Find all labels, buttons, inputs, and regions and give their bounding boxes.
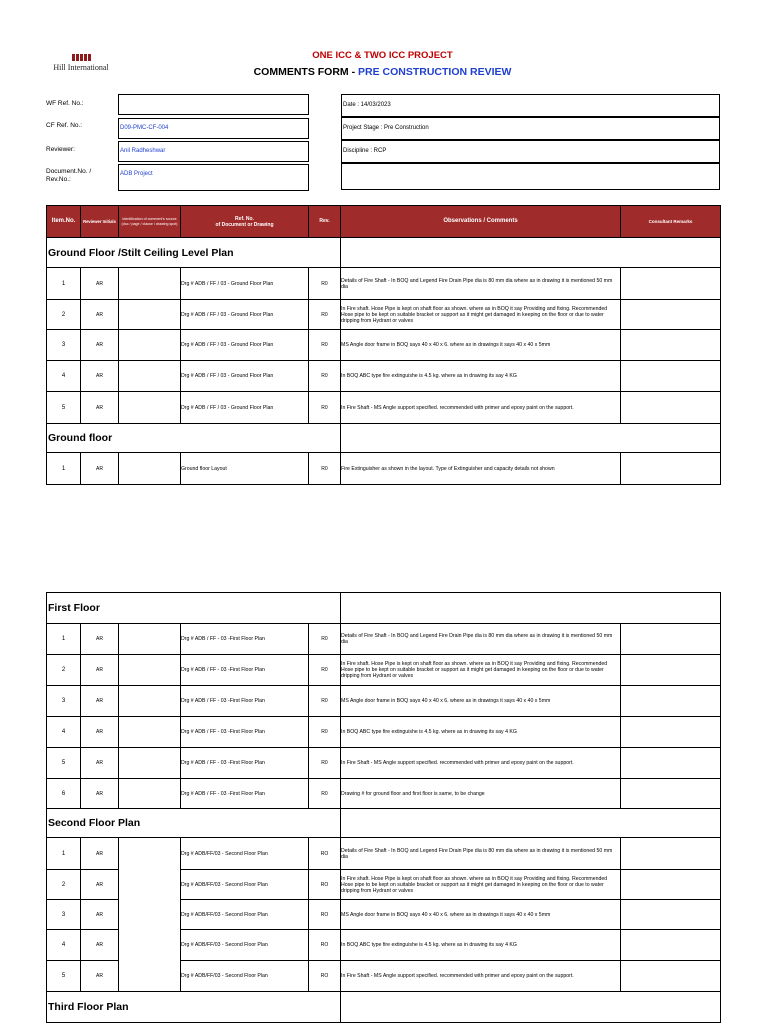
wf-ref-label: WF Ref. No.: — [46, 100, 84, 107]
section-title: Ground Floor /Stilt Ceiling Level Plan — [47, 238, 341, 268]
cell-remarks — [621, 392, 721, 424]
cell-observation: In BOQ ABC type fire extinguishe is 4.5 kg. where as in drawing its say 4 KG — [341, 717, 621, 748]
cell-rev: R0 — [309, 392, 341, 424]
table-row — [47, 624, 721, 655]
cell-identification — [119, 392, 181, 424]
cell-observation: MS Angle door frame in BOQ says 40 x 40 x 6. where as in drawings it says 40 x 40 x 5mm — [341, 330, 621, 361]
reviewer-field[interactable]: Anil Radheshwar — [118, 141, 309, 162]
cell-observation: In BOQ ABC type fire extinguishe is 4.5 kg. where as in drawing its say 4 KG — [341, 930, 621, 961]
cell-rev: R0 — [309, 361, 341, 392]
section-title: Second Floor Plan — [47, 809, 341, 838]
cell-observation: Details of Fire Shaft - In BOQ and Legend Fire Drain Pipe dia is 80 mm dia where as in drawing it is mentioned 50 mm dia — [341, 624, 621, 655]
date-field[interactable]: Date : 14/03/2023 — [341, 94, 720, 117]
col-ref-no-line1: Ref. No. — [235, 215, 254, 222]
cell-item-no: 4 — [47, 930, 81, 961]
cell-remarks — [621, 453, 721, 485]
project-stage-field[interactable]: Project Stage : Pre Construction — [341, 117, 720, 140]
cf-ref-label: CF Ref. No.: — [46, 122, 83, 129]
cell-ref: Drg # ADB/FF/03 - Second Floor Plan — [181, 838, 309, 870]
cell-initials: AR — [81, 930, 119, 961]
document-no-label-line2: Rev.No.: — [46, 176, 71, 183]
cell-initials: AR — [81, 300, 119, 330]
section-row — [47, 809, 721, 838]
table-row — [47, 779, 721, 809]
cell-observation: In Fire Shaft - MS Angle support specified. recommended with primer and epoxy paint on the support. — [341, 961, 621, 992]
cell-identification — [119, 268, 181, 300]
cell-observation: In Fire shaft. Hose Pipe is kept on shaft floor as shown. where as in BOQ it say Providing and fixing. Recommended Hose pipe to be kept on suitable bracket or support as it might get damaged in keeping on the floor or due to water dripping from Hydrant or valves — [341, 655, 621, 686]
cell-item-no: 5 — [47, 748, 81, 779]
cell-rev: R0 — [309, 300, 341, 330]
table-row — [47, 655, 721, 686]
cell-item-no: 3 — [47, 330, 81, 361]
cell-remarks — [621, 930, 721, 961]
document-no-label-line1: Document.No. / — [46, 168, 92, 175]
cell-observation: Details of Fire Shaft - In BOQ and Legend Fire Drain Pipe dia is 80 mm dia where as in drawing it is mentioned 50 mm dia — [341, 838, 621, 870]
cell-ref: Drg # ADB / FF - 03 -First Floor Plan — [181, 686, 309, 717]
col-item-no: Item.No. — [47, 206, 81, 238]
table-header-row — [47, 206, 721, 238]
col-reviewer-initials: Reviewer Initials — [81, 206, 119, 238]
cell-remarks — [621, 655, 721, 686]
cell-rev: R0 — [309, 330, 341, 361]
cell-remarks — [621, 624, 721, 655]
cell-remarks — [621, 900, 721, 930]
cell-ref: Drg # ADB / FF / 03 - Ground Floor Plan — [181, 361, 309, 392]
cell-ref: Drg # ADB / FF - 03 -First Floor Plan — [181, 655, 309, 686]
cell-item-no: 5 — [47, 961, 81, 992]
cell-observation: In Fire shaft. Hose Pipe is kept on shaft floor as shown. where as in BOQ it say Providing and fixing. Recommended Hose pipe to be kept on suitable bracket or support as it might get damaged in keeping on the floor or due to water dripping from Hydrant or valves — [341, 300, 621, 330]
logo-text: Hill International — [53, 63, 109, 72]
table-row — [47, 361, 721, 392]
cell-ref: Drg # ADB/FF/03 - Second Floor Plan — [181, 870, 309, 900]
cell-observation: Drawing # for ground floor and first floor is same, to be change — [341, 779, 621, 809]
cell-initials: AR — [81, 453, 119, 485]
cell-rev: RO — [309, 961, 341, 992]
cell-ref: Drg # ADB / FF / 03 - Ground Floor Plan — [181, 392, 309, 424]
section-row — [47, 992, 721, 1023]
cell-remarks — [621, 361, 721, 392]
cell-identification — [119, 838, 181, 992]
cell-identification — [119, 779, 181, 809]
cell-item-no: 2 — [47, 655, 81, 686]
cell-rev: RO — [309, 900, 341, 930]
cell-remarks — [621, 870, 721, 900]
cell-observation: In BOQ ABC type fire extinguishe is 4.5 kg. where as in drawing its say 4 KG — [341, 361, 621, 392]
section-row — [47, 424, 721, 453]
cell-remarks — [621, 330, 721, 361]
cell-ref: Drg # ADB / FF - 03 -First Floor Plan — [181, 717, 309, 748]
table-row — [47, 453, 721, 485]
cell-ref: Drg # ADB/FF/03 - Second Floor Plan — [181, 900, 309, 930]
cell-remarks — [621, 686, 721, 717]
cell-item-no: 2 — [47, 300, 81, 330]
cell-initials: AR — [81, 779, 119, 809]
cell-observation: In Fire Shaft - MS Angle support specified. recommended with primer and epoxy paint on the support. — [341, 392, 621, 424]
cell-item-no: 1 — [47, 268, 81, 300]
cell-rev: R0 — [309, 779, 341, 809]
cell-item-no: 4 — [47, 717, 81, 748]
project-title: ONE ICC & TWO ICC PROJECT — [312, 50, 453, 61]
cell-remarks — [621, 961, 721, 992]
cell-item-no: 3 — [47, 686, 81, 717]
cell-item-no: 1 — [47, 624, 81, 655]
section-row — [47, 593, 721, 624]
table-row — [47, 300, 721, 330]
cell-item-no: 6 — [47, 779, 81, 809]
cell-initials: AR — [81, 392, 119, 424]
cell-initials: AR — [81, 870, 119, 900]
document-no-label — [46, 168, 91, 184]
section-row — [47, 238, 721, 268]
cell-identification — [119, 300, 181, 330]
table-row — [47, 392, 721, 424]
cell-item-no: 2 — [47, 870, 81, 900]
company-logo — [48, 54, 114, 72]
cell-initials: AR — [81, 655, 119, 686]
cell-remarks — [621, 300, 721, 330]
col-identification: Identification of comment's source (doc / page / clause / drawing spot) — [119, 206, 181, 238]
form-title-prefix: COMMENTS FORM - — [253, 66, 358, 78]
cell-initials: AR — [81, 686, 119, 717]
reviewer-label: Reviewer: — [46, 146, 75, 153]
cf-ref-field[interactable]: D09-PMC-CF-004 — [118, 118, 309, 139]
cell-rev: R0 — [309, 624, 341, 655]
section-title: Ground floor — [47, 424, 341, 453]
cell-initials: AR — [81, 717, 119, 748]
cell-rev: R0 — [309, 748, 341, 779]
cell-initials: AR — [81, 330, 119, 361]
document-no-field[interactable]: ADB Project — [118, 164, 309, 191]
cell-identification — [119, 717, 181, 748]
cell-ref: Drg # ADB / FF / 03 - Ground Floor Plan — [181, 330, 309, 361]
table-row — [47, 330, 721, 361]
cell-remarks — [621, 779, 721, 809]
cell-rev: RO — [309, 838, 341, 870]
cell-item-no: 3 — [47, 900, 81, 930]
cell-initials: AR — [81, 361, 119, 392]
cell-item-no: 4 — [47, 361, 81, 392]
col-consultant-remarks: Consultant Remarks — [621, 206, 721, 238]
cell-ref: Drg # ADB/FF/03 - Second Floor Plan — [181, 961, 309, 992]
table-row — [47, 686, 721, 717]
cell-rev: R0 — [309, 717, 341, 748]
cell-rev: R0 — [309, 268, 341, 300]
cell-remarks — [621, 838, 721, 870]
cell-observation: Details of Fire Shaft - In BOQ and Legend Fire Drain Pipe dia is 80 mm dia where as in drawing it is mentioned 50 mm dia — [341, 268, 621, 300]
comments-table-1 — [46, 205, 721, 485]
cell-ref: Drg # ADB / FF - 03 -First Floor Plan — [181, 779, 309, 809]
section-title: Third Floor Plan — [47, 992, 341, 1023]
table-row — [47, 748, 721, 779]
form-title-suffix: PRE CONSTRUCTION REVIEW — [357, 66, 512, 78]
logo-mark-icon — [48, 54, 114, 61]
cell-initials: AR — [81, 268, 119, 300]
cell-observation: MS Angle door frame in BOQ says 40 x 40 x 6. where as in drawings it says 40 x 40 x 5mm — [341, 900, 621, 930]
col-ref-no — [181, 206, 309, 238]
cell-ref: Drg # ADB / FF / 03 - Ground Floor Plan — [181, 268, 309, 300]
col-ref-no-line2: of Document or Drawing — [215, 221, 274, 228]
col-observations: Observations / Comments — [341, 206, 621, 238]
cell-item-no: 1 — [47, 453, 81, 485]
cell-identification — [119, 655, 181, 686]
cell-initials: AR — [81, 961, 119, 992]
col-rev: Rev. — [309, 206, 341, 238]
cell-rev: R0 — [309, 686, 341, 717]
cell-initials: AR — [81, 748, 119, 779]
form-title — [230, 66, 535, 78]
wf-ref-field[interactable] — [118, 94, 309, 115]
cell-identification — [119, 330, 181, 361]
extra-info-field[interactable] — [341, 163, 720, 190]
cell-rev: R0 — [309, 655, 341, 686]
cell-rev: R0 — [309, 453, 341, 485]
cell-ref: Ground floor Layout — [181, 453, 309, 485]
cell-rev: RO — [309, 870, 341, 900]
cell-identification — [119, 453, 181, 485]
cell-identification — [119, 624, 181, 655]
cell-observation: MS Angle door frame in BOQ says 40 x 40 x 6. where as in drawings it says 40 x 40 x 5mm — [341, 686, 621, 717]
cell-remarks — [621, 717, 721, 748]
comments-table-2 — [46, 592, 721, 1023]
cell-remarks — [621, 748, 721, 779]
cell-observation: In Fire shaft. Hose Pipe is kept on shaft floor as shown. where as in BOQ it say Providing and fixing. Recommended Hose pipe to be kept on suitable bracket or support as it might get damaged in keeping on the floor or due to water dripping from Hydrant or valves — [341, 870, 621, 900]
cell-identification — [119, 686, 181, 717]
cell-observation: In Fire Shaft - MS Angle support specified. recommended with primer and epoxy paint on the support. — [341, 748, 621, 779]
table-row — [47, 838, 721, 870]
cell-observation: Fire Extinguisher as shown in the layout. Type of Extinguisher and capacity details not shown — [341, 453, 621, 485]
cell-item-no: 1 — [47, 838, 81, 870]
cell-initials: AR — [81, 838, 119, 870]
cell-rev: RO — [309, 930, 341, 961]
cell-initials: AR — [81, 900, 119, 930]
cell-ref: Drg # ADB / FF - 03 -First Floor Plan — [181, 624, 309, 655]
section-title: First Floor — [47, 593, 341, 624]
cell-ref: Drg # ADB/FF/03 - Second Floor Plan — [181, 930, 309, 961]
cell-remarks — [621, 268, 721, 300]
discipline-field[interactable]: Discipline : RCP — [341, 140, 720, 163]
cell-ref: Drg # ADB / FF - 03 -First Floor Plan — [181, 748, 309, 779]
cell-ref: Drg # ADB / FF / 03 - Ground Floor Plan — [181, 300, 309, 330]
cell-item-no: 5 — [47, 392, 81, 424]
table-row — [47, 268, 721, 300]
table-row — [47, 717, 721, 748]
cell-initials: AR — [81, 624, 119, 655]
cell-identification — [119, 748, 181, 779]
cell-identification — [119, 361, 181, 392]
